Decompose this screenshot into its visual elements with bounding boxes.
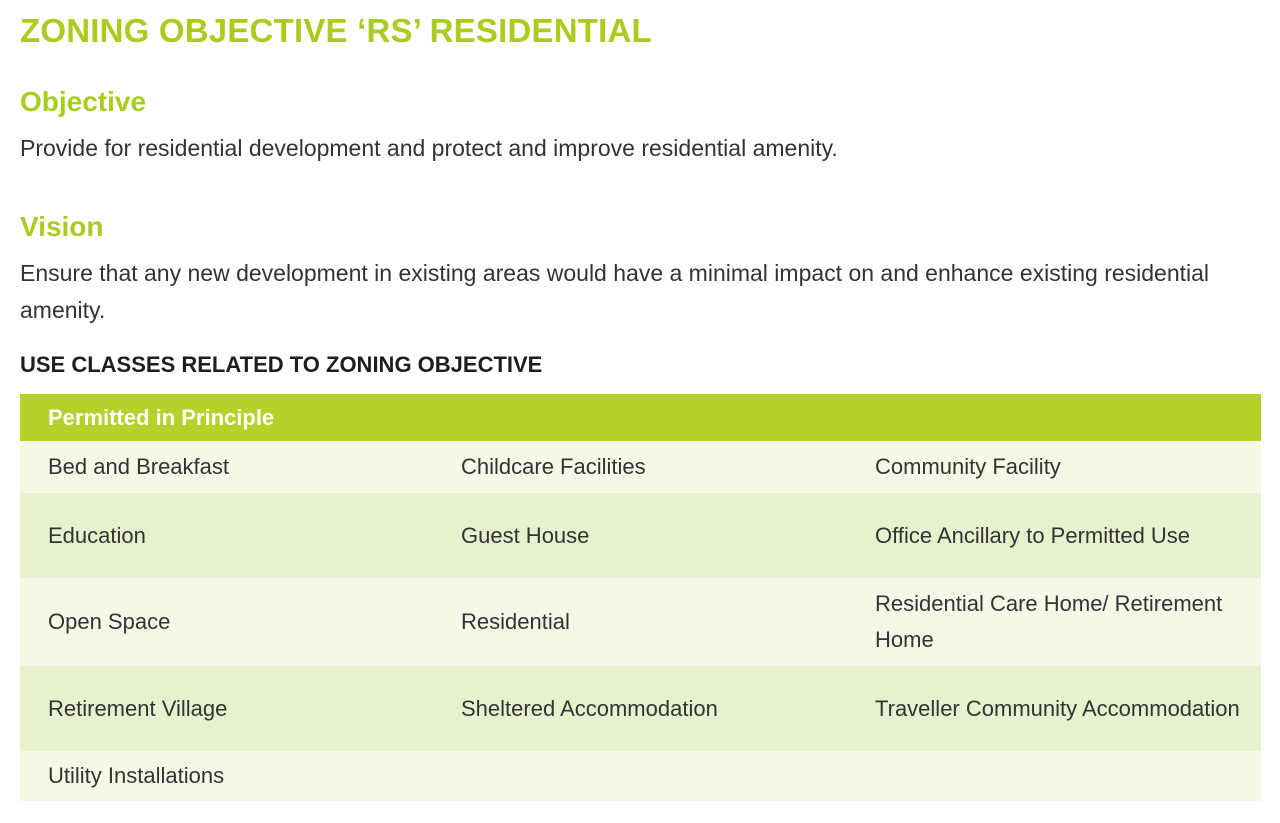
objective-heading: Objective	[20, 86, 147, 117]
table-cell	[847, 751, 1261, 801]
use-classes-table	[20, 394, 1261, 801]
vision-text: Ensure that any new development in existing areas would have a minimal impact on and enhance existing residential amenity.	[20, 260, 1210, 323]
table-header-row	[20, 394, 1261, 441]
table-row	[20, 751, 1261, 801]
table-cell: Retirement Village	[20, 666, 433, 751]
objective-text: Provide for residential development and protect and improve residential amenity.	[20, 135, 838, 161]
page-title: ZONING OBJECTIVE ‘RS’ RESIDENTIAL	[20, 12, 652, 49]
use-classes-heading: USE CLASSES RELATED TO ZONING OBJECTIVE	[20, 352, 543, 377]
table-cell: Open Space	[20, 578, 433, 666]
permitted-in-principle-header: Permitted in Principle	[20, 394, 1261, 441]
table-row	[20, 666, 1261, 751]
table-cell: Education	[20, 493, 433, 578]
table-row	[20, 441, 1261, 493]
vision-heading: Vision	[20, 211, 104, 242]
table-cell: Traveller Community Accommodation	[847, 666, 1261, 751]
table-cell: Sheltered Accommodation	[433, 666, 847, 751]
table-row	[20, 493, 1261, 578]
table-cell: Community Facility	[847, 441, 1261, 493]
table-cell	[433, 751, 847, 801]
table-cell: Office Ancillary to Permitted Use	[847, 493, 1261, 578]
table-row	[20, 578, 1261, 666]
table-cell: Residential	[433, 578, 847, 666]
table-cell: Residential Care Home/ Retirement Home	[847, 578, 1261, 666]
table-cell: Bed and Breakfast	[20, 441, 433, 493]
table-cell: Guest House	[433, 493, 847, 578]
table-cell: Childcare Facilities	[433, 441, 847, 493]
table-cell: Utility Installations	[20, 751, 433, 801]
